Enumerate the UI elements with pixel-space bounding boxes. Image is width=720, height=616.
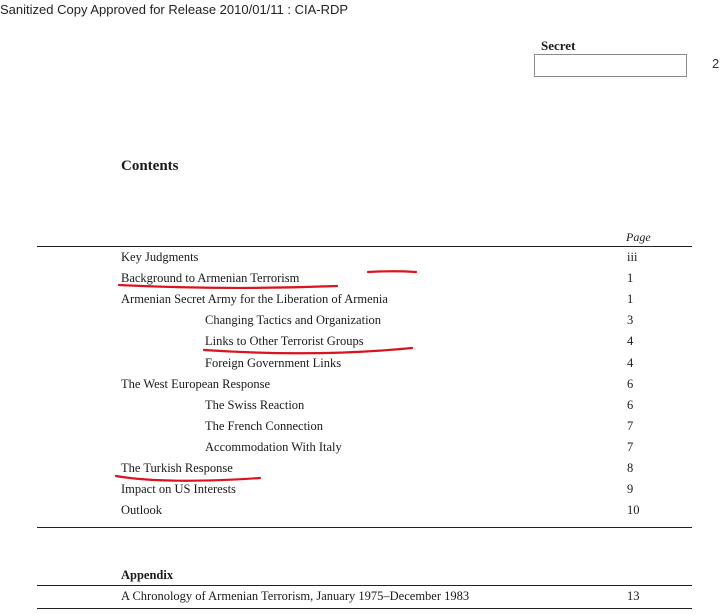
toc-entry-title: The French Connection [205,418,324,433]
release-header: Sanitized Copy Approved for Release 2010/01/11 : CIA-RDP [0,2,349,17]
toc-entry-page: 7 [627,439,634,454]
toc-entry-title: Key Judgments [121,250,199,264]
toc-entry-page: 10 [627,503,640,518]
appendix-entry-page: 13 [627,589,640,603]
toc-entry-title: The Swiss Reaction [205,397,305,412]
toc-entry-page: 4 [627,334,634,349]
red-dash-background [368,271,416,272]
toc-entry-title: Impact on US Interests [121,482,236,497]
toc-entry-title: Background to Armenian Terrorism [121,271,300,286]
toc-entry-title: Armenian Secret Army for the Liberation of Armenia [121,292,388,307]
toc-entry-page: iii [627,250,638,264]
appendix-entry-title: A Chronology of Armenian Terrorism, January 1975–December 1983 [121,589,470,603]
appendix-bottom-rule [37,608,692,609]
contents-bottom-rule [37,527,692,528]
page-column-label: Page [626,230,651,244]
toc-entry-page: 6 [627,397,634,412]
toc-entry-title: Links to Other Terrorist Groups [205,334,364,349]
toc-entry-page: 3 [627,313,634,328]
appendix-top-rule [37,585,692,586]
toc-entry-page: 1 [627,271,634,286]
toc-entry-page: 7 [627,418,634,433]
toc-entry-title: The West European Response [121,376,271,391]
toc-entry-page: 8 [627,461,634,475]
classification-label: Secret [541,38,576,53]
page-edge-number: 2 [712,56,720,71]
classification-box [534,54,687,77]
toc-entry-page: 1 [627,292,634,307]
appendix-title: Appendix [121,568,174,582]
toc-entry-title: Accommodation With Italy [205,439,342,454]
toc-entry-page: 6 [627,376,634,391]
contents-title: Contents [121,158,179,174]
toc-entry-title: Foreign Government Links [205,355,342,370]
toc-entry-title: The Turkish Response [121,461,233,475]
toc-entry-title: Changing Tactics and Organization [205,313,382,328]
toc-entry-title: Outlook [121,503,162,518]
toc-entry-page: 9 [627,482,634,497]
toc-entry-page: 4 [627,355,634,370]
contents-top-rule [37,246,692,247]
red-underline-turkish [116,476,260,481]
